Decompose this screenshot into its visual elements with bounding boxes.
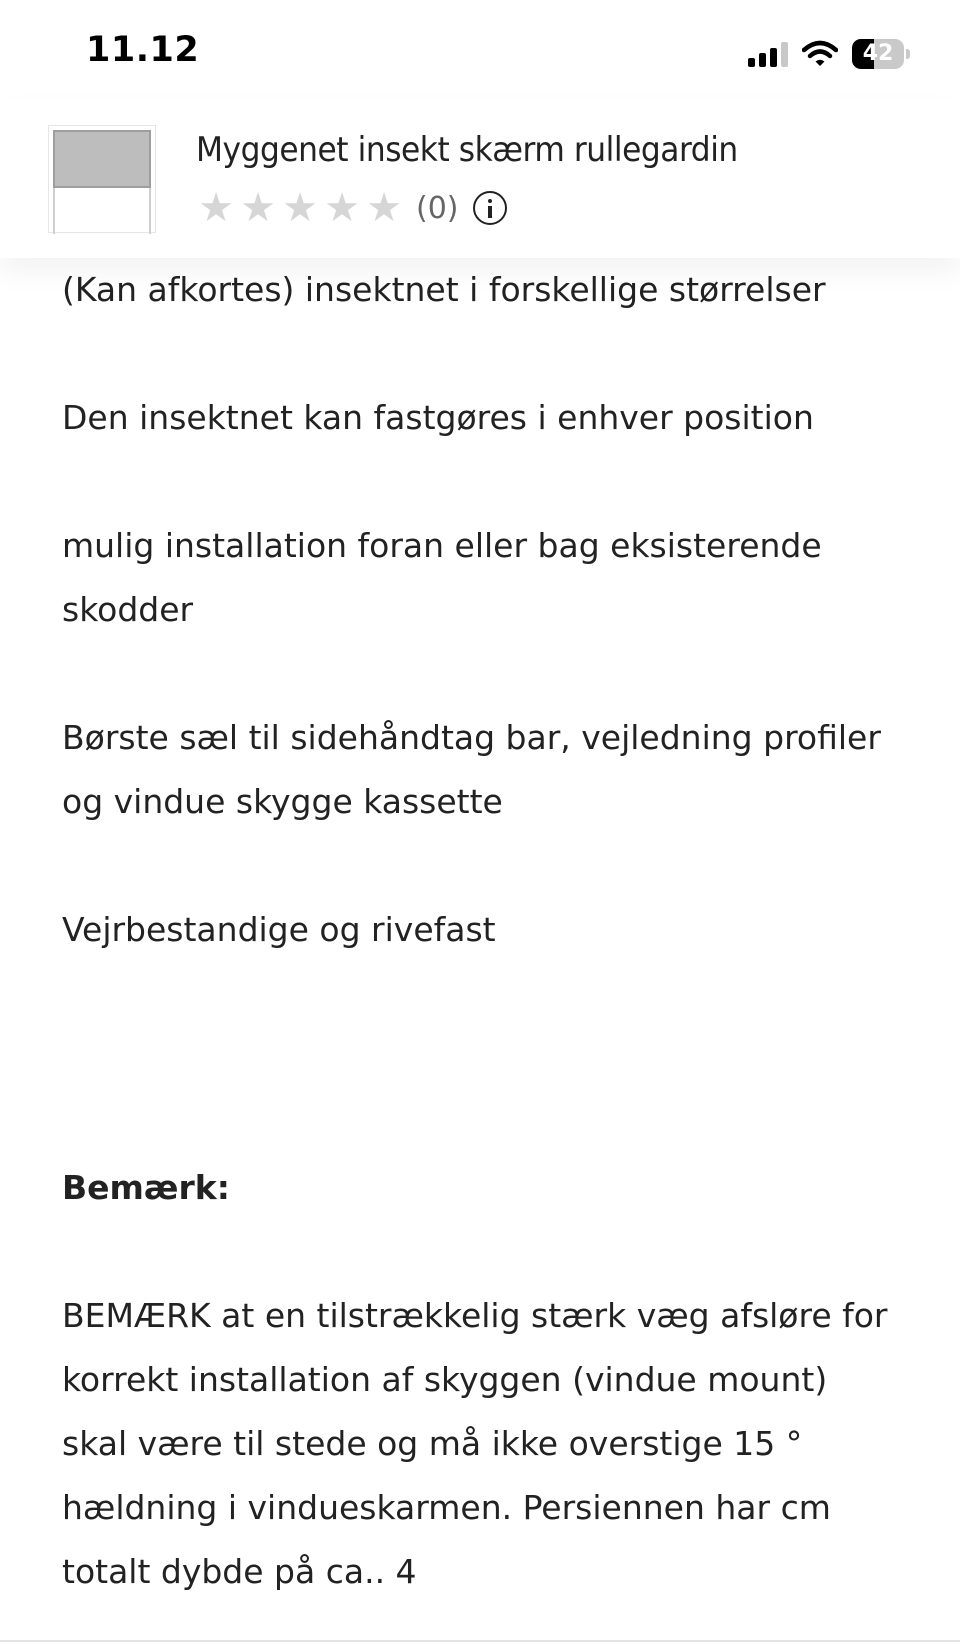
note-heading: Bemærk: bbox=[62, 1168, 230, 1207]
rating-stars bbox=[196, 185, 404, 231]
wifi-icon bbox=[802, 40, 838, 68]
star-icon: ★ bbox=[282, 185, 318, 231]
divider bbox=[0, 1640, 960, 1642]
description-line: mulig installation foran eller bag eksisterende skodder bbox=[62, 526, 822, 629]
note-text: BEMÆRK at en tilstrækkelig stærk væg afsløre for korrekt installation af skyggen (vindue mount) skal være til stede og må ikke overstige 15 ° hældning i vindueskarmen. Persiennen har cm totalt dybde på ca.. 4 bbox=[62, 1296, 888, 1591]
status-bar bbox=[0, 0, 960, 100]
description-line: Den insektnet kan fastgøres i enhver position bbox=[62, 398, 814, 437]
star-icon: ★ bbox=[366, 185, 402, 231]
battery-percent: 42 bbox=[862, 41, 894, 66]
product-thumbnail[interactable] bbox=[48, 125, 156, 233]
product-title: Myggenet insekt skærm rullegardin bbox=[196, 130, 738, 170]
product-sticky-header[interactable] bbox=[0, 100, 960, 258]
status-time: 11.12 bbox=[86, 30, 200, 70]
star-icon: ★ bbox=[324, 185, 360, 231]
battery-icon bbox=[852, 39, 910, 69]
rating-row bbox=[196, 185, 507, 231]
status-icons bbox=[748, 34, 910, 74]
star-icon: ★ bbox=[240, 185, 276, 231]
info-icon[interactable] bbox=[473, 191, 507, 225]
rating-count: (0) bbox=[416, 190, 459, 226]
description-line: (Kan afkortes) insektnet i forskellige størrelser bbox=[62, 270, 826, 309]
star-icon: ★ bbox=[198, 185, 234, 231]
description-line: Børste sæl til sidehåndtag bar, vejledning profiler og vindue skygge kassette bbox=[62, 718, 881, 821]
description-line: Vejrbestandige og rivefast bbox=[62, 910, 496, 949]
cellular-signal-icon bbox=[748, 41, 788, 67]
